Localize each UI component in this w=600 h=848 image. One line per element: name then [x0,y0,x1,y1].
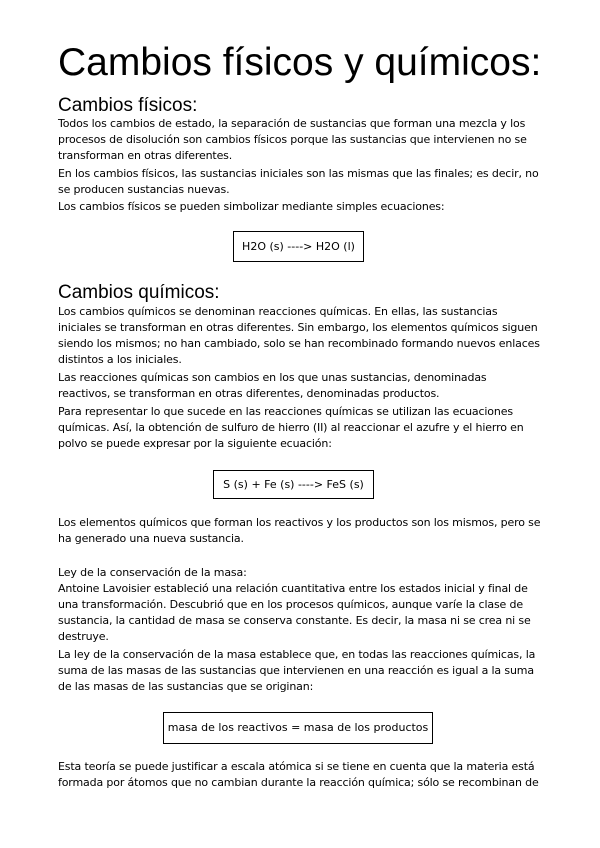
conservation-p1-line: sustancia, la cantidad de masa se conserva constante. Es decir, la masa ni se crea ni se [58,614,531,627]
chemical-equation-box [213,470,374,499]
physical-heading: Cambios físicos: [58,95,198,116]
chemical-p1-line: Los cambios químicos se denominan reacciones químicas. En ellas, las sustancias [58,305,498,318]
chemical-p1-line: iniciales se transforman en otras diferentes. Sin embargo, los elementos químicos siguen [58,321,538,334]
chemical-p3-line: polvo se puede expresar por la siguiente ecuación: [58,437,332,450]
conservation-p3-line: formada por átomos que no cambian durante la reacción química; sólo se recombinan de [58,776,539,789]
chemical-equation: S (s) + Fe (s) ----> FeS (s) [223,477,364,491]
chemical-heading: Cambios químicos: [58,282,220,303]
physical-p1-line: transforman en otras diferentes. [58,149,233,162]
chemical-p4-line: ha generado una nueva sustancia. [58,532,244,545]
chemical-p1-line: distintos a los iniciales. [58,353,182,366]
physical-equation-box [233,231,364,262]
conservation-p2-line: suma de las masas de las sustancias que intervienen en una reacción es igual a la suma [58,664,534,677]
chemical-p3-line: químicas. Así, la obtención de sulfuro de hierro (II) al reaccionar el azufre y el hierro en [58,421,524,434]
chemical-p4-line: Los elementos químicos que forman los reactivos y los productos son los mismos, pero se [58,516,541,529]
conservation-p2-line: de las masas de las sustancias que se originan: [58,680,314,693]
chemical-p3-line: Para representar lo que sucede en las reacciones químicas se utilizan las ecuaciones [58,405,513,418]
conservation-p1-line: Antoine Lavoisier estableció una relación cuantitativa entre los estados inicial y final de [58,582,528,595]
physical-p3-line: Los cambios físicos se pueden simbolizar mediante simples ecuaciones: [58,200,445,213]
conservation-p1-line: destruye. [58,630,109,643]
chemical-p1-line: siendo los mismos; no han cambiado, solo se han recombinado formando nuevos enlaces [58,337,540,350]
physical-p2-line: se producen sustancias nuevas. [58,183,230,196]
physical-equation: H2O (s) ----> H2O (l) [242,239,355,253]
physical-p1-line: procesos de disolución son cambios físicos porque las sustancias que intervienen no se [58,133,527,146]
conservation-equation-box [163,712,433,744]
chemical-p2-line: Las reacciones químicas son cambios en los que unas sustancias, denominadas [58,371,487,384]
physical-p2-line: En los cambios físicos, las sustancias iniciales son las mismas que las finales; es decir, no [58,167,539,180]
chemical-p2-line: reactivos, se transforman en otras diferentes, denominadas productos. [58,387,440,400]
conservation-p1-line: una transformación. Descubrió que en los procesos químicos, aunque varíe la clase de [58,598,523,611]
conservation-equation: masa de los reactivos = masa de los productos [167,721,429,734]
conservation-p2-line: La ley de la conservación de la masa establece que, en todas las reacciones químicas, la [58,648,536,661]
page-title: Cambios físicos y químicos: [58,41,542,84]
physical-p1-line: Todos los cambios de estado, la separación de sustancias que forman una mezcla y los [58,117,526,130]
conservation-p3-line: Esta teoría se puede justificar a escala atómica si se tiene en cuenta que la materia está [58,760,535,773]
conservation-label: Ley de la conservación de la masa: [58,566,247,579]
